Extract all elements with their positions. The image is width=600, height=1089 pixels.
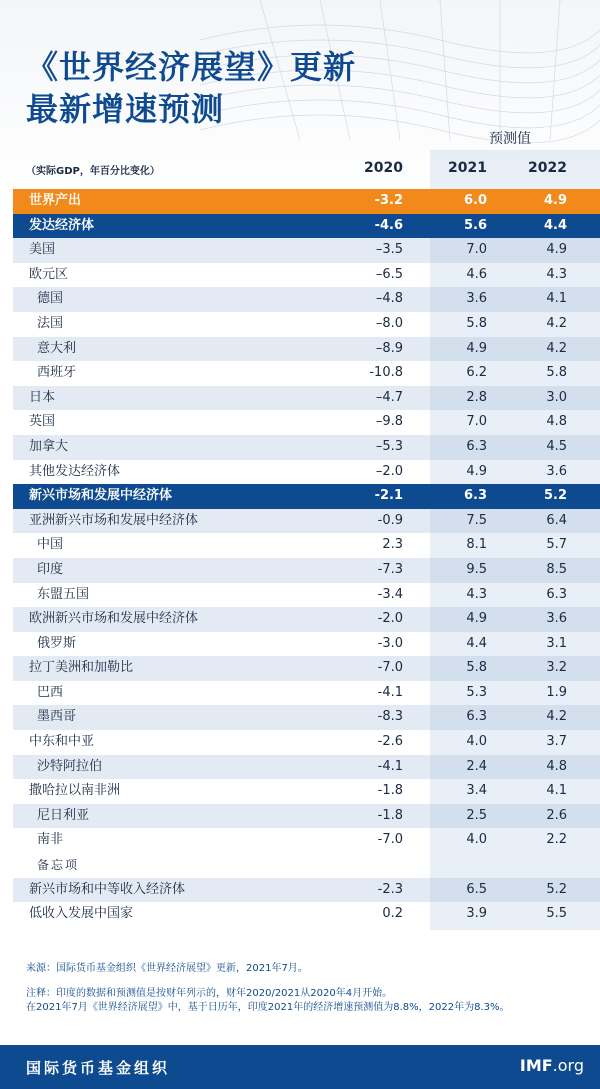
table-row: [13, 902, 600, 927]
cell-2022: 4.2: [546, 709, 567, 725]
table-row: [13, 533, 600, 558]
cell-2020: -7.3: [377, 561, 403, 577]
source-note: 来源：国际货币基金组织《世界经济展望》更新，2021年7月。: [26, 963, 308, 974]
table-row: [13, 238, 600, 263]
row-label: 美国: [29, 242, 56, 258]
cell-2020: –3.5: [375, 242, 403, 258]
row-label: 中东和中亚: [29, 734, 95, 750]
cell-2022: 3.6: [546, 611, 567, 627]
cell-2022: 5.2: [546, 881, 567, 897]
cell-2022: 3.7: [546, 734, 567, 750]
cell-2021: 5.8: [466, 660, 487, 676]
table-row: [13, 337, 600, 362]
table-row: [13, 681, 600, 706]
forecast-label: 预测值: [489, 131, 531, 147]
cell-2021: 4.0: [466, 832, 487, 848]
table-row: [13, 460, 600, 485]
cell-2020: -0.9: [377, 512, 403, 528]
cell-2021: 6.5: [466, 881, 487, 897]
cell-2021: 4.9: [466, 611, 487, 627]
table-row: [13, 484, 600, 509]
cell-2022: 3.2: [546, 660, 567, 676]
table-row: [13, 804, 600, 829]
cell-2022: 6.3: [546, 586, 567, 602]
row-label: 发达经济体: [29, 217, 95, 233]
table-row: [13, 189, 600, 214]
cell-2022: 3.0: [546, 389, 567, 405]
table-row: [13, 386, 600, 411]
table-row: [13, 361, 600, 386]
cell-2020: -7.0: [377, 660, 403, 676]
cell-2020: –5.3: [375, 438, 403, 454]
table-row: [13, 509, 600, 534]
row-label: 俄罗斯: [37, 635, 77, 651]
cell-2021: 4.6: [466, 266, 487, 282]
cell-2021: 3.6: [466, 291, 487, 307]
cell-2022: 4.8: [546, 414, 567, 430]
row-label: 低收入发展中国家: [29, 906, 134, 922]
cell-2020: –8.9: [375, 340, 403, 356]
table-row: [13, 214, 600, 239]
cell-2020: -4.1: [377, 684, 403, 700]
table-subtitle: （实际GDP，年百分比变化）: [26, 166, 160, 177]
cell-2021: 7.0: [466, 242, 487, 258]
row-label: 沙特阿拉伯: [37, 758, 103, 774]
cell-2021: 2.4: [466, 758, 487, 774]
cell-2021: 7.5: [466, 512, 487, 528]
row-label: 意大利: [37, 340, 77, 356]
cell-2021: 4.9: [466, 463, 487, 479]
cell-2022: 1.9: [546, 684, 567, 700]
footer-org-name: 国际货币基金组织: [26, 1059, 171, 1077]
cell-2020: -4.1: [377, 758, 403, 774]
cell-2020: -2.0: [377, 611, 403, 627]
footer-bar: [0, 1045, 600, 1089]
cell-2022: 4.2: [546, 340, 567, 356]
cell-2021: 3.9: [466, 906, 487, 922]
row-label: 备忘项: [37, 858, 80, 873]
cell-2020: -3.4: [377, 586, 403, 602]
page-title: [26, 46, 356, 130]
cell-2021: 5.3: [466, 684, 487, 700]
row-label: 其他发达经济体: [29, 463, 121, 479]
cell-2021: 4.0: [466, 734, 487, 750]
cell-2022: 4.8: [546, 758, 567, 774]
cell-2020: -3.2: [374, 193, 403, 208]
row-label: 墨西哥: [37, 709, 77, 725]
cell-2021: 3.4: [466, 783, 487, 799]
table-row: [13, 878, 600, 903]
cell-2021: 4.3: [466, 586, 487, 602]
cell-2021: 6.0: [463, 193, 487, 208]
row-label: 欧洲新兴市场和发展中经济体: [29, 611, 199, 627]
cell-2021: 6.3: [466, 709, 487, 725]
cell-2020: -1.8: [377, 783, 403, 799]
cell-2021: 2.8: [466, 389, 487, 405]
cell-2022: 4.4: [543, 217, 567, 233]
title-line-1: 《世界经济展望》更新: [26, 48, 357, 86]
row-label: 新兴市场和中等收入经济体: [29, 881, 186, 897]
cell-2022: 4.1: [546, 291, 567, 307]
cell-2022: 5.5: [546, 906, 567, 922]
cell-2020: –2.0: [375, 463, 403, 479]
footnote-line-2: 在2021年7月《世界经济展望》中，基于日历年，印度2021年的经济增速预测值为8.8%，2022年为8.3%。: [26, 1002, 510, 1013]
footnote: [26, 987, 591, 1015]
growth-table: [13, 189, 600, 927]
row-label: 南非: [37, 832, 64, 848]
cell-2022: 6.4: [546, 512, 567, 528]
row-label: 德国: [37, 291, 64, 307]
column-header-2020: 2020: [364, 160, 403, 176]
cell-2020: –4.8: [375, 291, 403, 307]
cell-2022: 4.1: [546, 783, 567, 799]
cell-2020: -8.3: [377, 709, 403, 725]
cell-2021: 5.8: [466, 315, 487, 331]
cell-2021: 6.3: [463, 488, 487, 504]
row-label: 中国: [37, 537, 64, 553]
table-row: [13, 607, 600, 632]
table-row: [13, 583, 600, 608]
row-label: 世界产出: [29, 193, 82, 208]
row-label: 西班牙: [37, 365, 77, 381]
cell-2020: 0.2: [382, 906, 403, 922]
cell-2021: 9.5: [466, 561, 487, 577]
table-row: [13, 435, 600, 460]
cell-2021: 8.1: [466, 537, 487, 553]
column-header-2022: 2022: [528, 160, 567, 176]
row-label: 欧元区: [29, 266, 69, 282]
cell-2022: 4.9: [546, 242, 567, 258]
cell-2022: 4.5: [546, 438, 567, 454]
cell-2020: -7.0: [377, 832, 403, 848]
cell-2021: 7.0: [466, 414, 487, 430]
row-label: 东盟五国: [37, 586, 90, 602]
row-label: 撒哈拉以南非洲: [29, 783, 121, 799]
cell-2020: –6.5: [375, 266, 403, 282]
table-row: [13, 312, 600, 337]
cell-2022: 3.1: [546, 635, 567, 651]
table-row: [13, 705, 600, 730]
row-label: 尼日利亚: [37, 807, 90, 823]
table-row: [13, 656, 600, 681]
table-row: [13, 410, 600, 435]
cell-2021: 2.5: [466, 807, 487, 823]
column-header-2021: 2021: [448, 160, 487, 176]
cell-2020: -3.0: [377, 635, 403, 651]
cell-2022: 5.7: [546, 537, 567, 553]
cell-2020: –8.0: [375, 315, 403, 331]
cell-2020: 2.3: [382, 537, 403, 553]
row-label: 亚洲新兴市场和发展中经济体: [29, 512, 199, 528]
cell-2021: 6.2: [466, 365, 487, 381]
cell-2022: 4.3: [546, 266, 567, 282]
cell-2020: –9.8: [375, 414, 403, 430]
website-main: IMF: [519, 1056, 553, 1075]
cell-2020: -4.6: [374, 217, 403, 233]
table-row: [13, 730, 600, 755]
row-label: 印度: [37, 561, 64, 577]
footer-website-link[interactable]: [520, 1056, 584, 1075]
row-label: 拉丁美洲和加勒比: [29, 660, 134, 676]
table-row: [13, 828, 600, 853]
cell-2020: -2.6: [377, 734, 403, 750]
row-label: 英国: [29, 414, 56, 430]
cell-2022: 4.9: [543, 193, 567, 208]
cell-2020: -1.8: [377, 807, 403, 823]
row-label: 巴西: [37, 684, 64, 700]
row-label: 法国: [37, 315, 64, 331]
cell-2020: -2.3: [377, 881, 403, 897]
table-row: [13, 632, 600, 657]
table-row: [13, 558, 600, 583]
table-row: [13, 853, 600, 878]
cell-2020: -10.8: [369, 365, 403, 381]
cell-2022: 5.8: [546, 365, 567, 381]
row-label: 新兴市场和发展中经济体: [29, 488, 173, 504]
cell-2022: 4.2: [546, 315, 567, 331]
cell-2020: –4.7: [375, 389, 403, 405]
table-row: [13, 263, 600, 288]
cell-2022: 5.2: [543, 488, 567, 504]
website-suffix: .org: [552, 1056, 584, 1075]
table-row: [13, 779, 600, 804]
table-row: [13, 755, 600, 780]
cell-2022: 2.2: [546, 832, 567, 848]
cell-2022: 3.6: [546, 463, 567, 479]
row-label: 加拿大: [29, 438, 69, 454]
table-row: [13, 287, 600, 312]
cell-2021: 5.6: [463, 217, 487, 233]
row-label: 日本: [29, 389, 56, 405]
cell-2022: 2.6: [546, 807, 567, 823]
cell-2021: 6.3: [466, 438, 487, 454]
title-line-2: 最新增速预测: [26, 90, 225, 128]
footnote-line-1: 注释：印度的数据和预测值是按财年列示的，财年2020/2021从2020年4月开始。: [26, 988, 393, 999]
cell-2020: -2.1: [374, 488, 403, 504]
cell-2021: 4.9: [466, 340, 487, 356]
cell-2022: 8.5: [546, 561, 567, 577]
cell-2021: 4.4: [466, 635, 487, 651]
